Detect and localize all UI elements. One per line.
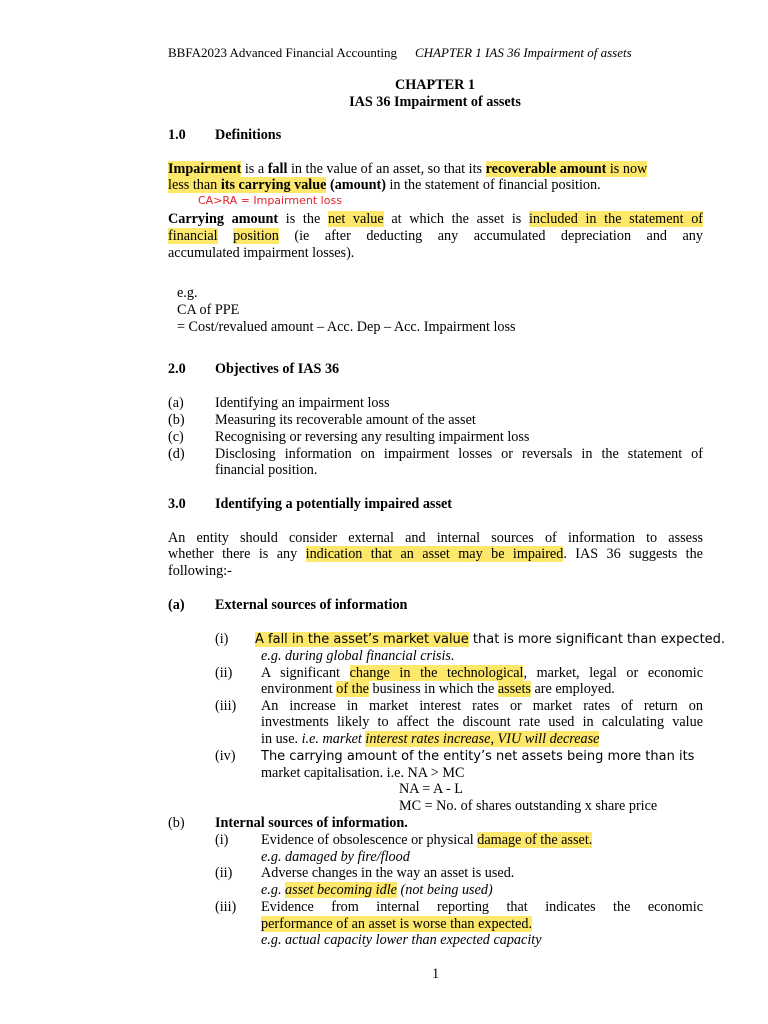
item-number: (iii)	[215, 899, 237, 915]
text: in the value of an asset, so that its	[287, 161, 486, 177]
highlight-text: less than	[168, 177, 221, 193]
intro-line3: following:-	[168, 563, 232, 579]
item-text	[261, 665, 703, 682]
item-text-continued	[261, 681, 615, 698]
formula-mc: MC = No. of shares outstanding x share price	[399, 798, 658, 814]
item-text: Adverse changes in the way an asset is used.	[261, 865, 515, 881]
text: is a	[241, 161, 268, 177]
text: A significant	[261, 665, 350, 681]
term-carrying-value: its carrying value	[220, 177, 327, 193]
list-label: (c)	[168, 429, 184, 445]
item-number: (ii)	[215, 865, 233, 881]
header-chapter: CHAPTER 1 IAS 36 Impairment of assets	[415, 45, 632, 60]
header-course: BBFA2023 Advanced Financial Accounting	[168, 45, 398, 60]
item-text-continued: market capitalisation. i.e. NA > MC	[261, 765, 465, 781]
item-number: (iii)	[215, 698, 237, 714]
text: that is more significant than expected.	[468, 632, 726, 647]
highlight-financial: financial	[168, 228, 218, 244]
section-heading: Objectives of IAS 36	[215, 361, 340, 377]
text: whether there is any	[168, 546, 306, 562]
list-item-continued: financial position.	[215, 462, 318, 478]
chapter-number: CHAPTER 1	[394, 77, 475, 93]
example-formula: = Cost/revalued amount – Acc. Dep – Acc. Impairment loss	[177, 319, 516, 335]
highlight-text: is now	[606, 161, 648, 177]
intro-line2	[168, 546, 703, 563]
subsection-label: (b)	[168, 815, 185, 831]
item-number: (iv)	[215, 748, 236, 764]
carrying-amount-line1	[168, 211, 703, 228]
item-text	[255, 631, 725, 648]
highlight-text: asset becoming idle	[285, 882, 397, 898]
text: are employed.	[530, 681, 615, 697]
list-item: Disclosing information on impairment losses or reversals in the statement of	[215, 446, 703, 462]
subsection-label: (a)	[168, 597, 185, 613]
item-text: Evidence from internal reporting that indicates the economic	[261, 899, 703, 915]
list-label: (b)	[168, 412, 185, 428]
term-fall: fall	[267, 161, 288, 177]
term-recoverable-amount: recoverable amount	[485, 161, 607, 177]
item-number: (i)	[215, 631, 229, 647]
section-heading: Identifying a potentially impaired asset	[215, 496, 452, 512]
highlight-text: assets	[497, 681, 531, 697]
running-header	[168, 44, 397, 61]
example-line: CA of PPE	[177, 302, 240, 318]
highlight-net-value: net value	[327, 211, 384, 227]
carrying-amount-line3: accumulated impairment losses).	[168, 245, 355, 261]
list-label: (a)	[168, 395, 184, 411]
text: e.g.	[261, 882, 286, 898]
text: in use.	[261, 731, 302, 747]
highlight-text: A fall in the asset’s market value	[255, 632, 469, 647]
term-carrying-amount: Carrying amount	[168, 211, 279, 227]
intro-line1: An entity should consider external and internal sources of information to assess	[168, 530, 703, 546]
item-example: e.g. damaged by fire/flood	[261, 849, 410, 865]
text: Evidence of obsolescence or physical	[261, 832, 478, 848]
text: i.e. market	[301, 731, 366, 747]
highlight-position: position	[233, 228, 279, 244]
section-number: 2.0	[168, 361, 186, 377]
formula-na: NA = A - L	[399, 781, 463, 797]
highlight-text: damage of the asset.	[477, 832, 593, 848]
list-item: Identifying an impairment loss	[215, 395, 390, 411]
item-text-continued: investments likely to affect the discount rate used in calculating value	[261, 714, 703, 730]
text: , market, legal or economic	[523, 665, 703, 681]
item-text-continued	[261, 916, 532, 933]
text: (not being used)	[396, 882, 493, 898]
text: in the statement of financial position.	[385, 177, 601, 193]
highlight-text: performance of an asset is worse than expected.	[261, 916, 533, 932]
highlight-text: included in the statement of	[528, 211, 704, 227]
page-number: 1	[432, 966, 440, 982]
handwritten-note: CA>RA = Impairment loss	[198, 194, 342, 207]
section-number: 1.0	[168, 127, 186, 143]
text: is the	[278, 211, 328, 227]
highlight-text: interest rates increase, VIU will decrease	[365, 731, 600, 747]
text: (ie after deducting any accumulated depreciation and any	[294, 228, 703, 244]
subsection-heading: Internal sources of information.	[215, 815, 408, 831]
list-label: (d)	[168, 446, 185, 462]
text: . IAS 36 suggests the	[563, 546, 703, 562]
term-impairment: Impairment	[168, 161, 242, 177]
item-text	[261, 832, 592, 849]
list-item: Recognising or reversing any resulting impairment loss	[215, 429, 530, 445]
list-item: Measuring its recoverable amount of the asset	[215, 412, 476, 428]
text: environment	[261, 681, 337, 697]
impairment-definition-line1	[168, 161, 647, 178]
term-amount: (amount)	[326, 177, 386, 193]
highlight-text: change in the technological	[349, 665, 524, 681]
item-number: (i)	[215, 832, 229, 848]
item-example: e.g. during global financial crisis.	[261, 648, 455, 664]
section-number: 3.0	[168, 496, 186, 512]
section-heading: Definitions	[215, 127, 282, 143]
item-example	[261, 882, 493, 899]
item-number: (ii)	[215, 665, 233, 681]
chapter-title: IAS 36 Impairment of assets	[349, 94, 521, 110]
text: at which the asset is	[383, 211, 529, 227]
highlight-text: indication that an asset may be impaired	[305, 546, 564, 562]
item-text: An increase in market interest rates or market rates of return on	[261, 698, 703, 714]
carrying-amount-line2	[168, 228, 703, 245]
item-text: The carrying amount of the entity’s net assets being more than its	[261, 749, 695, 764]
subsection-heading: External sources of information	[215, 597, 408, 613]
text: business in which the	[368, 681, 498, 697]
example-label: e.g.	[177, 285, 198, 301]
item-text-continued	[261, 731, 599, 748]
item-example: e.g. actual capacity lower than expected capacity	[261, 932, 542, 948]
highlight-text: of the	[336, 681, 369, 697]
